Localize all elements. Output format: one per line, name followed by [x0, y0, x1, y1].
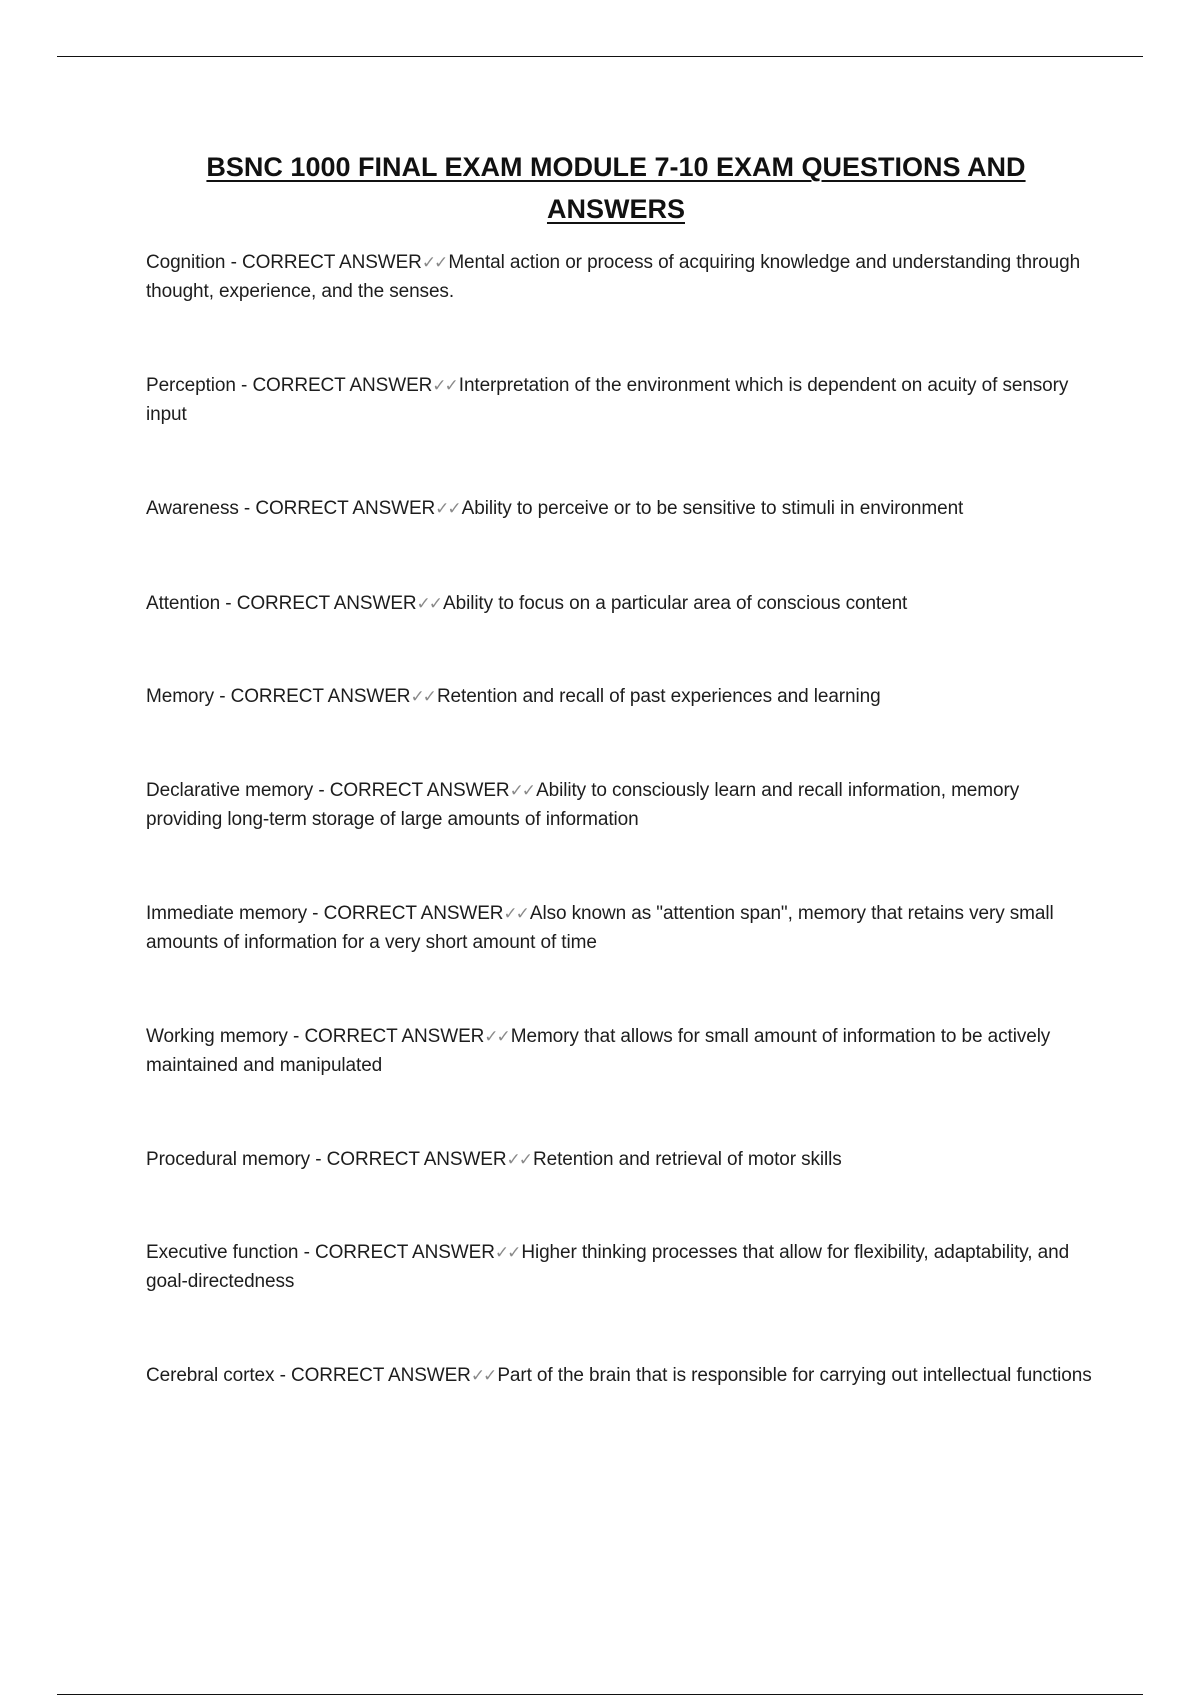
qa-term: Memory: [146, 686, 215, 707]
qa-definition: Ability to perceive or to be sensitive to stimuli in environment: [461, 498, 964, 519]
qa-definition: Memory that allows for small amount of information to be actively maintained and manipulated: [146, 1026, 1051, 1076]
correct-answer-tag: CORRECT ANSWER: [241, 252, 422, 273]
list-item: [146, 248, 1096, 306]
qa-term: Cognition: [146, 252, 226, 273]
list-item: [146, 899, 1096, 957]
qa-definition: Part of the brain that is responsible for carrying out intellectual functions: [497, 1365, 1092, 1386]
check-icon: ✓✓: [416, 594, 442, 613]
qa-separator: -: [298, 1242, 315, 1263]
list-item: [146, 1238, 1096, 1296]
list-item: [146, 776, 1096, 834]
top-divider: [57, 56, 1143, 57]
correct-answer-tag: CORRECT ANSWER: [304, 1026, 485, 1047]
correct-answer-tag: CORRECT ANSWER: [329, 780, 510, 801]
qa-term: Executive function: [146, 1242, 299, 1263]
qa-separator: -: [235, 375, 253, 396]
list-item: [146, 1145, 1096, 1174]
correct-answer-tag: CORRECT ANSWER: [236, 593, 417, 614]
correct-answer-tag: CORRECT ANSWER: [323, 903, 504, 924]
qa-definition: Retention and recall of past experiences and learning: [436, 686, 881, 707]
qa-definition: Higher thinking processes that allow for flexibility, adaptability, and goal-directedness: [146, 1242, 1070, 1292]
correct-answer-tag: CORRECT ANSWER: [315, 1242, 495, 1263]
list-item: [146, 682, 1096, 711]
qa-term: Attention: [146, 593, 221, 614]
qa-term: Awareness: [146, 498, 239, 519]
qa-separator: -: [287, 1026, 305, 1047]
bottom-divider: [57, 1694, 1143, 1695]
list-item: [146, 494, 1096, 523]
page-title: [146, 146, 1086, 230]
correct-answer-tag: CORRECT ANSWER: [230, 686, 411, 707]
correct-answer-tag: CORRECT ANSWER: [290, 1365, 471, 1386]
check-icon: ✓✓: [421, 253, 447, 272]
check-icon: ✓✓: [494, 1243, 520, 1262]
check-icon: ✓✓: [506, 1150, 531, 1169]
qa-separator: -: [307, 903, 324, 924]
qa-definition: Ability to focus on a particular area of conscious content: [443, 593, 908, 614]
list-item: [146, 589, 1096, 618]
qa-separator: -: [238, 498, 256, 519]
qa-separator: -: [313, 780, 330, 801]
qa-definition: Retention and retrieval of motor skills: [533, 1149, 842, 1170]
qa-separator: -: [310, 1149, 327, 1170]
qa-term: Cerebral cortex: [146, 1365, 275, 1386]
correct-answer-tag: CORRECT ANSWER: [255, 498, 436, 519]
qa-definition: Ability to consciously learn and recall information, memory providing long-term storage of large amounts of information: [146, 780, 1020, 830]
qa-separator: -: [220, 593, 237, 614]
correct-answer-tag: CORRECT ANSWER: [252, 375, 433, 396]
list-item: [146, 1361, 1096, 1390]
check-icon: ✓✓: [484, 1027, 509, 1046]
qa-term: Declarative memory: [146, 780, 314, 801]
list-item: [146, 1022, 1096, 1080]
check-icon: ✓✓: [503, 904, 528, 923]
qa-separator: -: [214, 686, 231, 707]
title-line-2: ANSWERS: [546, 194, 685, 224]
qa-definition: Also known as "attention span", memory that retains very small amounts of information for a very short amount of time: [146, 903, 1054, 953]
qa-definition: Interpretation of the environment which is dependent on acuity of sensory input: [146, 375, 1069, 425]
check-icon: ✓✓: [509, 781, 535, 800]
qa-definition: Mental action or process of acquiring knowledge and understanding through thought, experience, and the senses.: [146, 252, 1081, 302]
qa-term: Procedural memory: [146, 1149, 311, 1170]
title-line-1: BSNC 1000 FINAL EXAM MODULE 7-10 EXAM QUESTIONS AND: [206, 152, 1026, 182]
qa-term: Working memory: [146, 1026, 288, 1047]
check-icon: ✓✓: [432, 376, 457, 395]
qa-separator: -: [274, 1365, 291, 1386]
check-icon: ✓✓: [470, 1366, 496, 1385]
qa-separator: -: [225, 252, 242, 273]
correct-answer-tag: CORRECT ANSWER: [326, 1149, 507, 1170]
check-icon: ✓✓: [410, 687, 435, 706]
list-item: [146, 371, 1096, 429]
qa-term: Perception: [146, 375, 236, 396]
check-icon: ✓✓: [435, 499, 460, 518]
qa-term: Immediate memory: [146, 903, 307, 924]
